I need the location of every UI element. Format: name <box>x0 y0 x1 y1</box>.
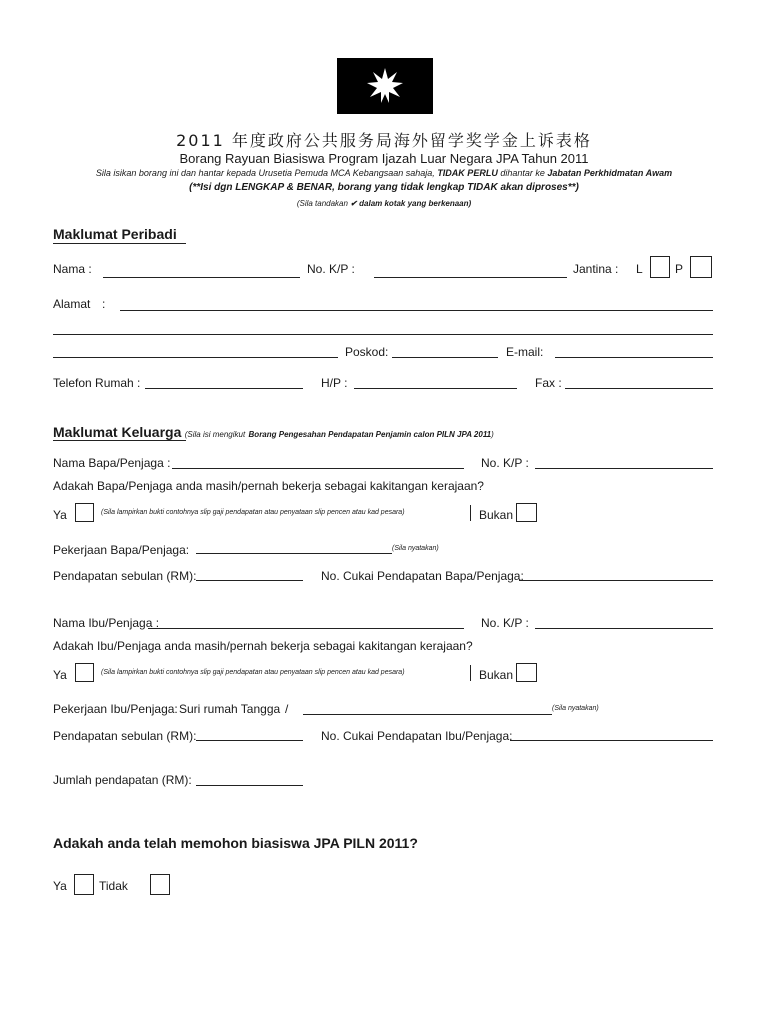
question-ibu-kerajaan: Adakah Ibu/Penjaga anda masih/pernah bekerja sebagai kakitangan kerajaan? <box>53 639 473 653</box>
label-bapa-pekerjaan: Pekerjaan Bapa/Penjaga: <box>53 543 190 557</box>
keluarga-note-a: (Sila isi mengikut <box>184 430 246 439</box>
field-ibu-pendapatan[interactable] <box>196 740 303 741</box>
checkbox-ibu-bukan[interactable] <box>516 663 537 682</box>
note-lampiran-ibu: (Sila lampirkan bukti contohnya slip gaji pendapatan atau penyataan slip pencen atau kad pesara) <box>101 669 405 676</box>
divider <box>470 665 471 681</box>
note-nyatakan-bapa: (Sila nyatakan) <box>392 545 439 552</box>
note-nyatakan-ibu: (Sila nyatakan) <box>552 705 599 712</box>
label-p: P <box>675 262 684 276</box>
label-ibu-pendapatan: Pendapatan sebulan (RM): <box>53 729 197 743</box>
label-bapa-cukai: No. Cukai Pendapatan Bapa/Penjaga: <box>321 569 524 583</box>
checkbox-lelaki[interactable] <box>650 256 670 278</box>
option-suri-rumah: Suri rumah Tangga <box>179 702 281 716</box>
instr-part-c: dihantar ke <box>500 168 545 178</box>
label-ibu-nama: Nama Ibu/Penjaga : <box>53 616 160 630</box>
label-soalan-tidak: Tidak <box>99 879 128 893</box>
checkbox-ibu-ya[interactable] <box>75 663 94 682</box>
instr-part-a: Sila isikan borang ini dan hantar kepada Urusetia Pemuda MCA Kebangsaan sahaja, <box>95 168 435 178</box>
label-bapa-bukan: Bukan <box>479 508 514 522</box>
field-alamat-2[interactable] <box>53 334 713 335</box>
label-ibu-bukan: Bukan <box>479 668 514 682</box>
section-heading-keluarga-row <box>53 424 494 440</box>
field-telefon[interactable] <box>145 388 303 389</box>
checkbox-soalan-tidak[interactable] <box>150 874 170 895</box>
label-nama: Nama : <box>53 262 92 276</box>
star-icon <box>337 58 433 114</box>
field-nokp[interactable] <box>374 277 567 278</box>
field-ibu-nama[interactable] <box>148 628 464 629</box>
field-bapa-cukai[interactable] <box>519 580 713 581</box>
label-l: L <box>636 262 643 276</box>
slash-separator: / <box>285 702 289 716</box>
field-nama[interactable] <box>103 277 300 278</box>
heading-underline <box>53 243 186 244</box>
field-ibu-cukai[interactable] <box>510 740 713 741</box>
label-ibu-nokp: No. K/P : <box>481 616 529 630</box>
instruction-line-3 <box>0 199 768 208</box>
field-bapa-pendapatan[interactable] <box>196 580 303 581</box>
section-heading-peribadi: Maklumat Peribadi <box>53 226 177 242</box>
instr-part-d: Jabatan Perkhidmatan Awam <box>547 168 673 178</box>
instr3-part-a: (Sila tandakan <box>296 199 348 208</box>
field-ibu-nokp[interactable] <box>535 628 713 629</box>
label-fax: Fax : <box>535 376 562 390</box>
instr3-part-b: dalam kotak yang berkenaan) <box>359 199 472 208</box>
heading-underline-keluarga <box>53 440 186 441</box>
label-telefon: Telefon Rumah : <box>53 376 141 390</box>
field-email[interactable] <box>555 357 713 358</box>
label-bapa-nama: Nama Bapa/Penjaga : <box>53 456 171 470</box>
label-hp: H/P : <box>321 376 348 390</box>
instruction-line-1 <box>0 168 768 178</box>
question-bapa-kerajaan: Adakah Bapa/Penjaga anda masih/pernah bekerja sebagai kakitangan kerajaan? <box>53 479 484 493</box>
field-bapa-pekerjaan[interactable] <box>196 553 392 554</box>
star-logo <box>337 58 433 114</box>
label-soalan-ya: Ya <box>53 879 67 893</box>
label-bapa-pendapatan: Pendapatan sebulan (RM): <box>53 569 197 583</box>
instruction-line-2: (**Isi dgn LENGKAP & BENAR, borang yang tidak lengkap TIDAK akan diproses**) <box>189 182 579 193</box>
label-ibu-cukai: No. Cukai Pendapatan Ibu/Penjaga: <box>321 729 513 743</box>
label-ibu-pekerjaan: Pekerjaan Ibu/Penjaga: <box>53 702 178 716</box>
field-hp[interactable] <box>354 388 517 389</box>
note-lampiran-bapa: (Sila lampirkan bukti contohnya slip gaji pendapatan atau penyataan slip pencen atau kad pesara) <box>101 509 405 516</box>
field-jumlah-pendapatan[interactable] <box>196 785 303 786</box>
checkbox-soalan-ya[interactable] <box>74 874 94 895</box>
label-ibu-ya: Ya <box>53 668 67 682</box>
field-alamat-1[interactable] <box>120 310 713 311</box>
section-heading-keluarga: Maklumat Keluarga <box>53 424 182 440</box>
field-alamat-3[interactable] <box>53 357 338 358</box>
field-bapa-nama[interactable] <box>172 468 464 469</box>
instr-part-b: TIDAK PERLU <box>437 168 498 178</box>
label-jumlah-pendapatan: Jumlah pendapatan (RM): <box>53 773 192 787</box>
label-alamat-colon: : <box>102 297 106 311</box>
label-jantina: Jantina : <box>573 262 619 276</box>
label-alamat: Alamat <box>53 297 91 311</box>
checkbox-bapa-ya[interactable] <box>75 503 94 522</box>
label-email: E-mail: <box>506 345 544 359</box>
checkmark-icon: ✔ <box>350 199 357 208</box>
title-malay: Borang Rayuan Biasiswa Program Ijazah Luar Negara JPA Tahun 2011 <box>179 151 589 166</box>
title-chinese: 2011 年度政府公共服务局海外留学奖学金上诉表格 <box>176 131 592 150</box>
label-bapa-ya: Ya <box>53 508 67 522</box>
checkbox-bapa-bukan[interactable] <box>516 503 537 522</box>
keluarga-note-c: ) <box>491 430 494 439</box>
field-fax[interactable] <box>565 388 713 389</box>
question-heading-biasiswa: Adakah anda telah memohon biasiswa JPA PILN 2011? <box>53 835 418 851</box>
field-bapa-nokp[interactable] <box>535 468 713 469</box>
checkbox-perempuan[interactable] <box>690 256 712 278</box>
label-nokp: No. K/P : <box>307 262 355 276</box>
field-poskod[interactable] <box>392 357 498 358</box>
keluarga-note-b: Borang Pengesahan Pendapatan Penjamin calon PILN JPA 2011 <box>248 430 492 439</box>
divider <box>470 505 471 521</box>
field-ibu-pekerjaan[interactable] <box>303 714 552 715</box>
label-bapa-nokp: No. K/P : <box>481 456 529 470</box>
label-poskod: Poskod: <box>345 345 389 359</box>
